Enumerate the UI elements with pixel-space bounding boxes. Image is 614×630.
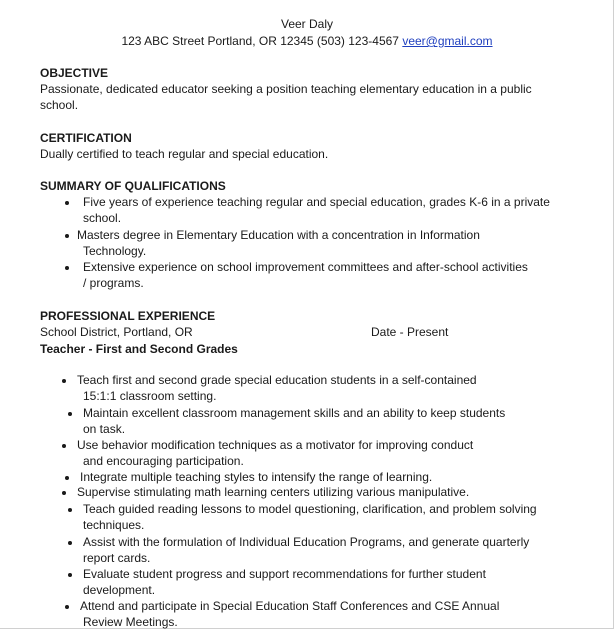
bullet-icon xyxy=(65,234,69,238)
experience-item-5-line-1: Supervise stimulating math learning centers utilizing various manipulative. xyxy=(77,485,470,499)
certification-text: Dually certified to teach regular and special education. xyxy=(40,147,329,161)
bullet-icon xyxy=(68,412,72,416)
bullet-icon xyxy=(65,605,69,609)
bullet-icon xyxy=(65,266,69,270)
experience-item-7-line-1: Assist with the formulation of Individual Education Programs, and generate quarterly xyxy=(83,535,530,549)
objective-heading: OBJECTIVE xyxy=(40,66,109,80)
summary-heading: SUMMARY OF QUALIFICATIONS xyxy=(40,179,226,193)
bullet-icon xyxy=(65,201,69,205)
summary-item-1-line-2: school. xyxy=(83,211,122,225)
summary-item-3-line-2: / programs. xyxy=(83,276,144,290)
experience-item-1-line-2: 15:1:1 classroom setting. xyxy=(83,389,217,403)
employment-dates: Date - Present xyxy=(371,325,449,339)
bullet-icon xyxy=(68,541,72,545)
experience-item-3-line-1: Use behavior modification techniques as a motivator for improving conduct xyxy=(77,438,474,452)
experience-heading: PROFESSIONAL EXPERIENCE xyxy=(40,309,216,323)
experience-item-6-line-2: techniques. xyxy=(83,518,145,532)
employer-location: School District, Portland, OR xyxy=(40,325,193,339)
experience-item-8-line-1: Evaluate student progress and support recommendations for further student xyxy=(83,567,486,581)
summary-item-3-line-1: Extensive experience on school improvement committees and after-school activities xyxy=(83,260,528,274)
certification-heading: CERTIFICATION xyxy=(40,131,132,145)
bullet-icon xyxy=(65,476,69,480)
summary-item-1-line-1: Five years of experience teaching regular and special education, grades K-6 in a private xyxy=(83,195,550,209)
contact-line xyxy=(0,33,614,49)
summary-item-2-line-2: Technology. xyxy=(83,244,147,258)
contact-address: 123 ABC Street Portland, OR 12345 (503) 123-4567 xyxy=(121,34,399,48)
bullet-icon xyxy=(62,444,66,448)
contact-email-link[interactable]: veer@gmail.com xyxy=(402,34,493,48)
bullet-icon xyxy=(68,508,72,512)
bullet-icon xyxy=(68,573,72,577)
bullet-icon xyxy=(62,379,66,383)
experience-item-7-line-2: report cards. xyxy=(83,551,151,565)
experience-item-2-line-1: Maintain excellent classroom management skills and an ability to keep students xyxy=(83,406,506,420)
experience-item-9-line-2: Review Meetings. xyxy=(83,615,178,629)
objective-text-line-1: Passionate, dedicated educator seeking a position teaching elementary education in a public xyxy=(40,82,532,96)
experience-item-3-line-2: and encouraging participation. xyxy=(83,454,244,468)
bullet-icon xyxy=(62,491,66,495)
experience-item-6-line-1: Teach guided reading lessons to model questioning, clarification, and problem solving xyxy=(83,502,537,516)
experience-item-8-line-2: development. xyxy=(83,583,156,597)
objective-text-line-2: school. xyxy=(40,98,79,112)
experience-item-1-line-1: Teach first and second grade special education students in a self-contained xyxy=(77,373,477,387)
experience-item-2-line-2: on task. xyxy=(83,422,126,436)
experience-item-4-line-1: Integrate multiple teaching styles to intensify the range of learning. xyxy=(80,470,433,484)
job-title: Teacher - First and Second Grades xyxy=(40,342,238,356)
experience-item-9-line-1: Attend and participate in Special Education Staff Conferences and CSE Annual xyxy=(80,599,500,613)
candidate-name: Veer Daly xyxy=(280,17,334,31)
summary-item-2-line-1: Masters degree in Elementary Education with a concentration in Information xyxy=(77,228,480,242)
